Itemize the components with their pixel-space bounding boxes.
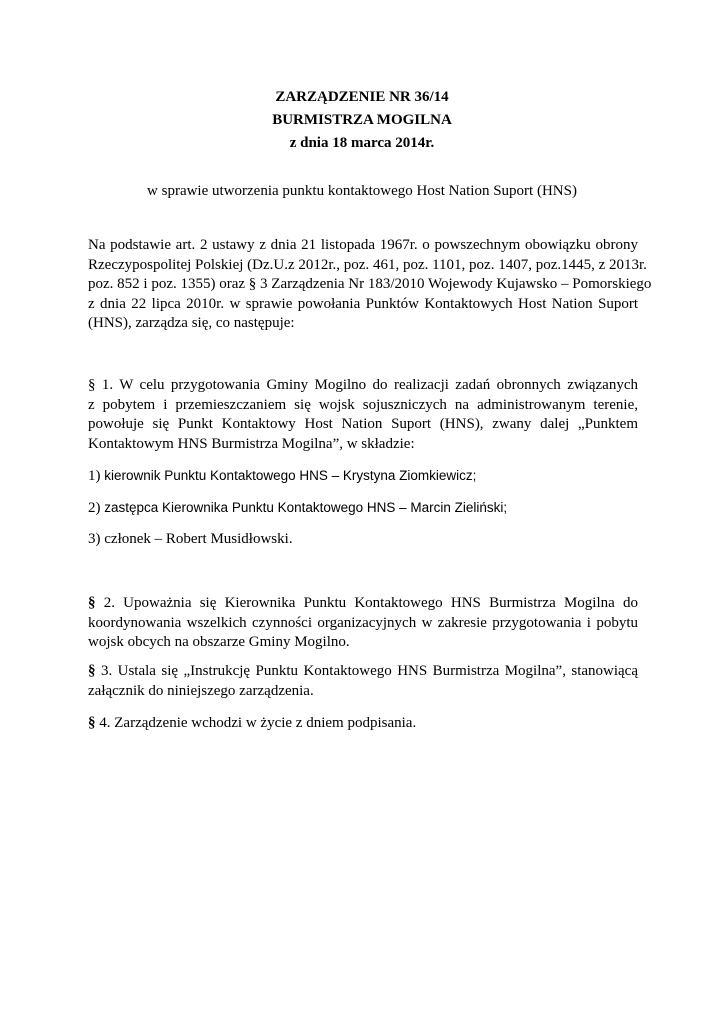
- document-title: ZARZĄDZENIE NR 36/14: [275, 89, 449, 105]
- member-number: 3): [88, 531, 101, 547]
- member-number: 2): [88, 500, 101, 516]
- document-issuer: BURMISTRZA MOGILNA: [272, 112, 452, 128]
- section-1-line: § 1. W celu przygotowania Gminy Mogilno do realizacji zadań obronnych związanych: [88, 377, 638, 393]
- member-list-item: [88, 530, 648, 549]
- member-list-item: [88, 498, 648, 518]
- preamble-paragraph: [88, 236, 652, 334]
- section-sign: §: [88, 595, 96, 611]
- preamble-line: Rzeczypospolitej Polskiej (Dz.U.z 2012r., poz. 461, poz. 1101, poz. 1407, poz.1445, z 2013r.: [88, 256, 647, 273]
- preamble-line: (HNS), zarządza się, co następuje:: [88, 315, 295, 331]
- member-number: 1): [88, 468, 101, 484]
- section-1-line: powołuje się Punkt Kontaktowy Host Nation Suport (HNS), zwany dalej „Punktem: [88, 416, 638, 432]
- member-text: członek – Robert Musidłowski.: [104, 531, 293, 547]
- section-4-text: 4. Zarządzenie wchodzi w życie z dniem podpisania.: [99, 715, 417, 731]
- document-subject: w sprawie utworzenia punktu kontaktowego Host Nation Suport (HNS): [147, 183, 577, 199]
- section-3-paragraph: [88, 662, 638, 701]
- section-3-line: załącznik do niniejszego zarządzenia.: [88, 682, 314, 699]
- section-3-line: § 3. Ustala się „Instrukcję Punktu Kontaktowego HNS Burmistrza Mogilna”, stanowiącą: [88, 663, 639, 679]
- section-4-paragraph: [88, 714, 648, 733]
- section-sign: §: [88, 715, 96, 731]
- section-2-line: wojsk obcych na obszarze Gminy Mogilno.: [88, 634, 350, 650]
- member-text: kierownik Punktu Kontaktowego HNS – Krystyna Ziomkiewicz;: [104, 468, 477, 483]
- section-1-line: Kontaktowym HNS Burmistrza Mogilna”, w składzie:: [88, 435, 415, 452]
- preamble-line: poz. 852 i poz. 1355) oraz § 3 Zarządzenia Nr 183/2010 Wojewody Kujawsko – Pomorskiego: [88, 276, 652, 292]
- preamble-line: Na podstawie art. 2 ustawy z dnia 21 listopada 1967r. o powszechnym obowiązku obrony: [88, 237, 638, 253]
- member-list-item: [88, 466, 648, 486]
- preamble-line: z dnia 22 lipca 2010r. w sprawie powołania Punktów Kontaktowych Host Nation Suport: [88, 295, 638, 312]
- section-2-paragraph: [88, 594, 638, 653]
- document-date: z dnia 18 marca 2014r.: [289, 135, 435, 151]
- section-1-paragraph: [88, 376, 638, 454]
- section-sign: §: [88, 663, 96, 679]
- section-2-line: koordynowania wszelkich czynności organizacyjnych w zakresie przygotowania i pobytu: [88, 614, 638, 631]
- member-text: zastępca Kierownika Punktu Kontaktowego HNS – Marcin Zieliński;: [104, 500, 508, 515]
- section-1-line: z pobytem i przemieszczaniem się wojsk sojuszniczych na administrowanym terenie,: [88, 396, 638, 413]
- section-2-line: § 2. Upoważnia się Kierownika Punktu Kontaktowego HNS Burmistrza Mogilna do: [88, 595, 639, 611]
